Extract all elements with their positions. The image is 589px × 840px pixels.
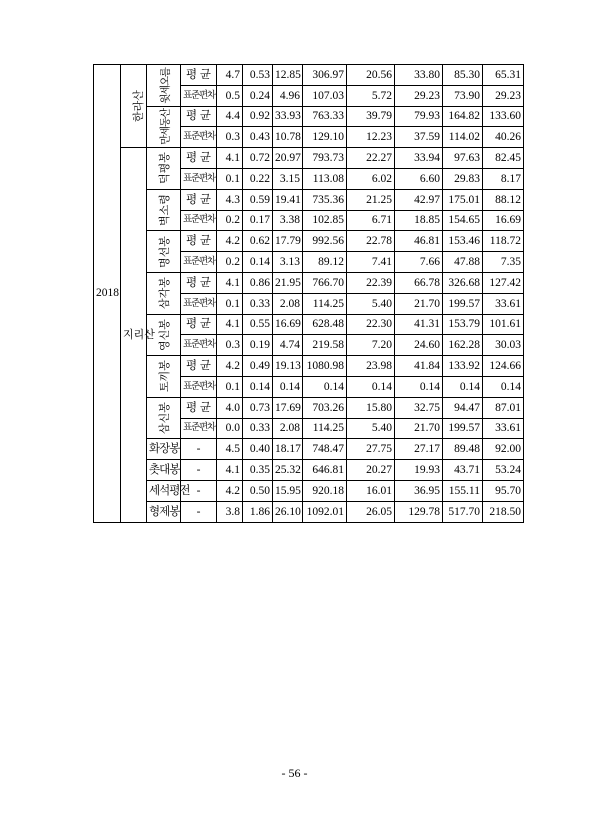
stat-sd-label: 표준편차 [181, 127, 217, 148]
value-cell: 36.95 [395, 480, 443, 501]
value-cell: 0.14 [273, 376, 303, 397]
stat-mean-label: 평 균 [181, 189, 217, 210]
value-cell: 0.33 [243, 293, 273, 314]
value-cell: 24.60 [395, 335, 443, 356]
value-cell: 4.1 [217, 460, 243, 481]
value-cell: 4.74 [273, 335, 303, 356]
value-cell: 766.70 [303, 272, 347, 293]
value-cell: 920.18 [303, 480, 347, 501]
value-cell: 153.46 [443, 231, 483, 252]
value-cell: 735.36 [303, 189, 347, 210]
value-cell: 4.1 [217, 272, 243, 293]
value-cell: 153.79 [443, 314, 483, 335]
stat-sd-label: 표준편차 [181, 252, 217, 273]
value-cell: 97.63 [443, 148, 483, 169]
value-cell: 66.78 [395, 272, 443, 293]
site-name: 윗세오름 [160, 68, 172, 104]
table-row [94, 189, 524, 210]
value-cell: 0.86 [243, 272, 273, 293]
stat-mean-label: 평 균 [181, 106, 217, 127]
value-cell: 175.01 [443, 189, 483, 210]
value-cell: 0.14 [443, 376, 483, 397]
value-cell: 19.13 [273, 356, 303, 377]
value-cell: 65.31 [483, 65, 524, 86]
value-cell: 164.82 [443, 106, 483, 127]
mountain-name: 한라산 [132, 90, 145, 123]
value-cell: 8.17 [483, 168, 524, 189]
value-cell: 133.92 [443, 356, 483, 377]
value-cell: 0.62 [243, 231, 273, 252]
table-body [94, 65, 524, 523]
value-cell: 4.1 [217, 314, 243, 335]
value-cell: 16.69 [273, 314, 303, 335]
value-cell: 4.0 [217, 397, 243, 418]
value-cell: 39.79 [347, 106, 395, 127]
value-cell: 30.03 [483, 335, 524, 356]
value-cell: 2.08 [273, 293, 303, 314]
value-cell: 6.71 [347, 210, 395, 231]
stat-sd-label: 표준편차 [181, 335, 217, 356]
value-cell: 0.14 [243, 252, 273, 273]
value-cell: 0.59 [243, 189, 273, 210]
value-cell: 703.26 [303, 397, 347, 418]
value-cell: 12.23 [347, 127, 395, 148]
value-cell: 218.50 [483, 501, 524, 522]
value-cell: 219.58 [303, 335, 347, 356]
value-cell: 40.26 [483, 127, 524, 148]
value-cell: 88.12 [483, 189, 524, 210]
table-row [94, 439, 524, 460]
value-cell: 4.3 [217, 189, 243, 210]
value-cell: 41.84 [395, 356, 443, 377]
value-cell: 7.41 [347, 252, 395, 273]
value-cell: 18.17 [273, 439, 303, 460]
value-cell: 20.27 [347, 460, 395, 481]
value-cell: 33.61 [483, 418, 524, 439]
value-cell: 73.90 [443, 85, 483, 106]
value-cell: 0.1 [217, 293, 243, 314]
site-name: 세석평전 [147, 480, 181, 501]
site-name: 만세동산 [160, 109, 172, 146]
table-row [94, 460, 524, 481]
value-cell: 3.8 [217, 501, 243, 522]
stat-mean-label: 평 균 [181, 272, 217, 293]
value-cell: 0.14 [395, 376, 443, 397]
value-cell: 29.23 [395, 85, 443, 106]
table-row [94, 480, 524, 501]
value-cell: 155.11 [443, 480, 483, 501]
stat-mean-label: 평 균 [181, 148, 217, 169]
site-name: 영신봉 [158, 318, 171, 351]
value-cell: 22.78 [347, 231, 395, 252]
value-cell: 46.81 [395, 231, 443, 252]
value-cell: 6.02 [347, 168, 395, 189]
value-cell: 22.27 [347, 148, 395, 169]
site-cell [147, 397, 181, 439]
value-cell: 15.95 [273, 480, 303, 501]
value-cell: 33.61 [483, 293, 524, 314]
value-cell: 1.86 [243, 501, 273, 522]
value-cell: 79.93 [395, 106, 443, 127]
value-cell: 0.0 [217, 418, 243, 439]
value-cell: 12.85 [273, 65, 303, 86]
value-cell: 17.69 [273, 397, 303, 418]
value-cell: 23.98 [347, 356, 395, 377]
value-cell: 0.35 [243, 460, 273, 481]
value-cell: 89.12 [303, 252, 347, 273]
stat-sd-label: 표준편차 [181, 418, 217, 439]
value-cell: 29.23 [483, 85, 524, 106]
value-cell: 27.17 [395, 439, 443, 460]
year-cell: 2018 [94, 65, 121, 523]
value-cell: 42.97 [395, 189, 443, 210]
value-cell: 4.5 [217, 439, 243, 460]
value-cell: 0.40 [243, 439, 273, 460]
value-cell: 748.47 [303, 439, 347, 460]
value-cell: 0.1 [217, 376, 243, 397]
stat-sd-label: 표준편차 [181, 293, 217, 314]
value-cell: 129.10 [303, 127, 347, 148]
value-cell: 7.35 [483, 252, 524, 273]
value-cell: 4.2 [217, 480, 243, 501]
table-row [94, 148, 524, 169]
value-cell: 4.4 [217, 106, 243, 127]
table-row [94, 272, 524, 293]
value-cell: 0.72 [243, 148, 273, 169]
value-cell: 0.33 [243, 418, 273, 439]
value-cell: 0.14 [483, 376, 524, 397]
value-cell: 29.83 [443, 168, 483, 189]
value-cell: 22.39 [347, 272, 395, 293]
value-cell: 16.01 [347, 480, 395, 501]
value-cell: 3.38 [273, 210, 303, 231]
site-cell [147, 106, 181, 148]
value-cell: 0.43 [243, 127, 273, 148]
site-name: 명선봉 [158, 235, 171, 268]
value-cell: 113.08 [303, 168, 347, 189]
value-cell: 22.30 [347, 314, 395, 335]
site-cell [147, 231, 181, 273]
value-cell: 4.7 [217, 65, 243, 86]
value-cell: 37.59 [395, 127, 443, 148]
value-cell: 15.80 [347, 397, 395, 418]
data-table [93, 64, 524, 523]
value-cell: 0.17 [243, 210, 273, 231]
value-cell: 0.92 [243, 106, 273, 127]
site-cell [147, 189, 181, 231]
value-cell: 4.96 [273, 85, 303, 106]
value-cell: 124.66 [483, 356, 524, 377]
value-cell: 19.41 [273, 189, 303, 210]
value-cell: 628.48 [303, 314, 347, 335]
value-cell: 4.2 [217, 356, 243, 377]
value-cell: 26.05 [347, 501, 395, 522]
site-cell [147, 148, 181, 190]
value-cell: 19.93 [395, 460, 443, 481]
value-cell: 101.61 [483, 314, 524, 335]
value-cell: 27.75 [347, 439, 395, 460]
site-name: 형제봉 [147, 501, 181, 522]
value-cell: 0.24 [243, 85, 273, 106]
mountain-cell [121, 65, 147, 148]
value-cell: 793.73 [303, 148, 347, 169]
value-cell: 306.97 [303, 65, 347, 86]
stat-sd-label: 표준편차 [181, 85, 217, 106]
value-cell: 25.32 [273, 460, 303, 481]
value-cell: 7.66 [395, 252, 443, 273]
stat-mean-label: 평 균 [181, 356, 217, 377]
stat-label: - [181, 460, 217, 481]
value-cell: 2.08 [273, 418, 303, 439]
value-cell: 3.15 [273, 168, 303, 189]
value-cell: 82.45 [483, 148, 524, 169]
value-cell: 0.22 [243, 168, 273, 189]
value-cell: 517.70 [443, 501, 483, 522]
value-cell: 0.53 [243, 65, 273, 86]
site-cell [147, 65, 181, 107]
value-cell: 5.40 [347, 293, 395, 314]
value-cell: 199.57 [443, 293, 483, 314]
value-cell: 32.75 [395, 397, 443, 418]
stat-mean-label: 평 균 [181, 65, 217, 86]
stat-sd-label: 표준편차 [181, 376, 217, 397]
value-cell: 10.78 [273, 127, 303, 148]
value-cell: 0.55 [243, 314, 273, 335]
site-name: 토끼봉 [158, 360, 171, 393]
value-cell: 0.14 [303, 376, 347, 397]
value-cell: 33.80 [395, 65, 443, 86]
stat-label: - [181, 480, 217, 501]
value-cell: 646.81 [303, 460, 347, 481]
table-row [94, 397, 524, 418]
table-row [94, 65, 524, 86]
value-cell: 0.73 [243, 397, 273, 418]
stat-sd-label: 표준편차 [181, 168, 217, 189]
value-cell: 107.03 [303, 85, 347, 106]
value-cell: 763.33 [303, 106, 347, 127]
value-cell: 33.94 [395, 148, 443, 169]
value-cell: 0.2 [217, 252, 243, 273]
value-cell: 20.56 [347, 65, 395, 86]
site-cell [147, 356, 181, 398]
value-cell: 114.25 [303, 418, 347, 439]
value-cell: 1080.98 [303, 356, 347, 377]
site-cell [147, 272, 181, 314]
site-name: 삼신봉 [158, 402, 171, 434]
value-cell: 127.42 [483, 272, 524, 293]
site-name: 촛대봉 [147, 460, 181, 481]
value-cell: 102.85 [303, 210, 347, 231]
value-cell: 43.71 [443, 460, 483, 481]
value-cell: 0.3 [217, 335, 243, 356]
value-cell: 21.70 [395, 418, 443, 439]
value-cell: 6.60 [395, 168, 443, 189]
value-cell: 92.00 [483, 439, 524, 460]
value-cell: 992.56 [303, 231, 347, 252]
stat-label: - [181, 501, 217, 522]
value-cell: 47.88 [443, 252, 483, 273]
value-cell: 87.01 [483, 397, 524, 418]
stat-label: - [181, 439, 217, 460]
table-row [94, 501, 524, 522]
value-cell: 16.69 [483, 210, 524, 231]
table-row [94, 106, 524, 127]
table-row [94, 231, 524, 252]
table-row [94, 314, 524, 335]
stat-mean-label: 평 균 [181, 231, 217, 252]
value-cell: 17.79 [273, 231, 303, 252]
value-cell: 5.72 [347, 85, 395, 106]
value-cell: 326.68 [443, 272, 483, 293]
value-cell: 53.24 [483, 460, 524, 481]
value-cell: 133.60 [483, 106, 524, 127]
value-cell: 21.95 [273, 272, 303, 293]
site-name: 벽소령 [158, 194, 171, 227]
value-cell: 4.2 [217, 231, 243, 252]
value-cell: 5.40 [347, 418, 395, 439]
stat-mean-label: 평 균 [181, 314, 217, 335]
value-cell: 199.57 [443, 418, 483, 439]
value-cell: 89.48 [443, 439, 483, 460]
value-cell: 20.97 [273, 148, 303, 169]
value-cell: 114.02 [443, 127, 483, 148]
value-cell: 0.3 [217, 127, 243, 148]
value-cell: 0.19 [243, 335, 273, 356]
value-cell: 21.70 [395, 293, 443, 314]
value-cell: 18.85 [395, 210, 443, 231]
site-name: 삼각봉 [158, 277, 171, 310]
value-cell: 26.10 [273, 501, 303, 522]
value-cell: 7.20 [347, 335, 395, 356]
page-number: - 56 - [281, 766, 308, 780]
value-cell: 41.31 [395, 314, 443, 335]
value-cell: 114.25 [303, 293, 347, 314]
value-cell: 162.28 [443, 335, 483, 356]
value-cell: 85.30 [443, 65, 483, 86]
site-name: 덕평봉 [158, 152, 171, 185]
mountain-name: 지리산 [123, 328, 155, 341]
value-cell: 33.93 [273, 106, 303, 127]
stat-mean-label: 평 균 [181, 397, 217, 418]
site-name: 화장봉 [147, 439, 181, 460]
mountain-cell [121, 148, 155, 522]
value-cell: 0.14 [347, 376, 395, 397]
value-cell: 0.5 [217, 85, 243, 106]
value-cell: 0.50 [243, 480, 273, 501]
value-cell: 94.47 [443, 397, 483, 418]
value-cell: 129.78 [395, 501, 443, 522]
value-cell: 154.65 [443, 210, 483, 231]
value-cell: 0.1 [217, 168, 243, 189]
value-cell: 3.13 [273, 252, 303, 273]
value-cell: 0.14 [243, 376, 273, 397]
site-cell [147, 314, 181, 356]
value-cell: 21.25 [347, 189, 395, 210]
value-cell: 4.1 [217, 148, 243, 169]
value-cell: 0.2 [217, 210, 243, 231]
table-row [94, 356, 524, 377]
stat-sd-label: 표준편차 [181, 210, 217, 231]
value-cell: 118.72 [483, 231, 524, 252]
value-cell: 1092.01 [303, 501, 347, 522]
value-cell: 95.70 [483, 480, 524, 501]
value-cell: 0.49 [243, 356, 273, 377]
